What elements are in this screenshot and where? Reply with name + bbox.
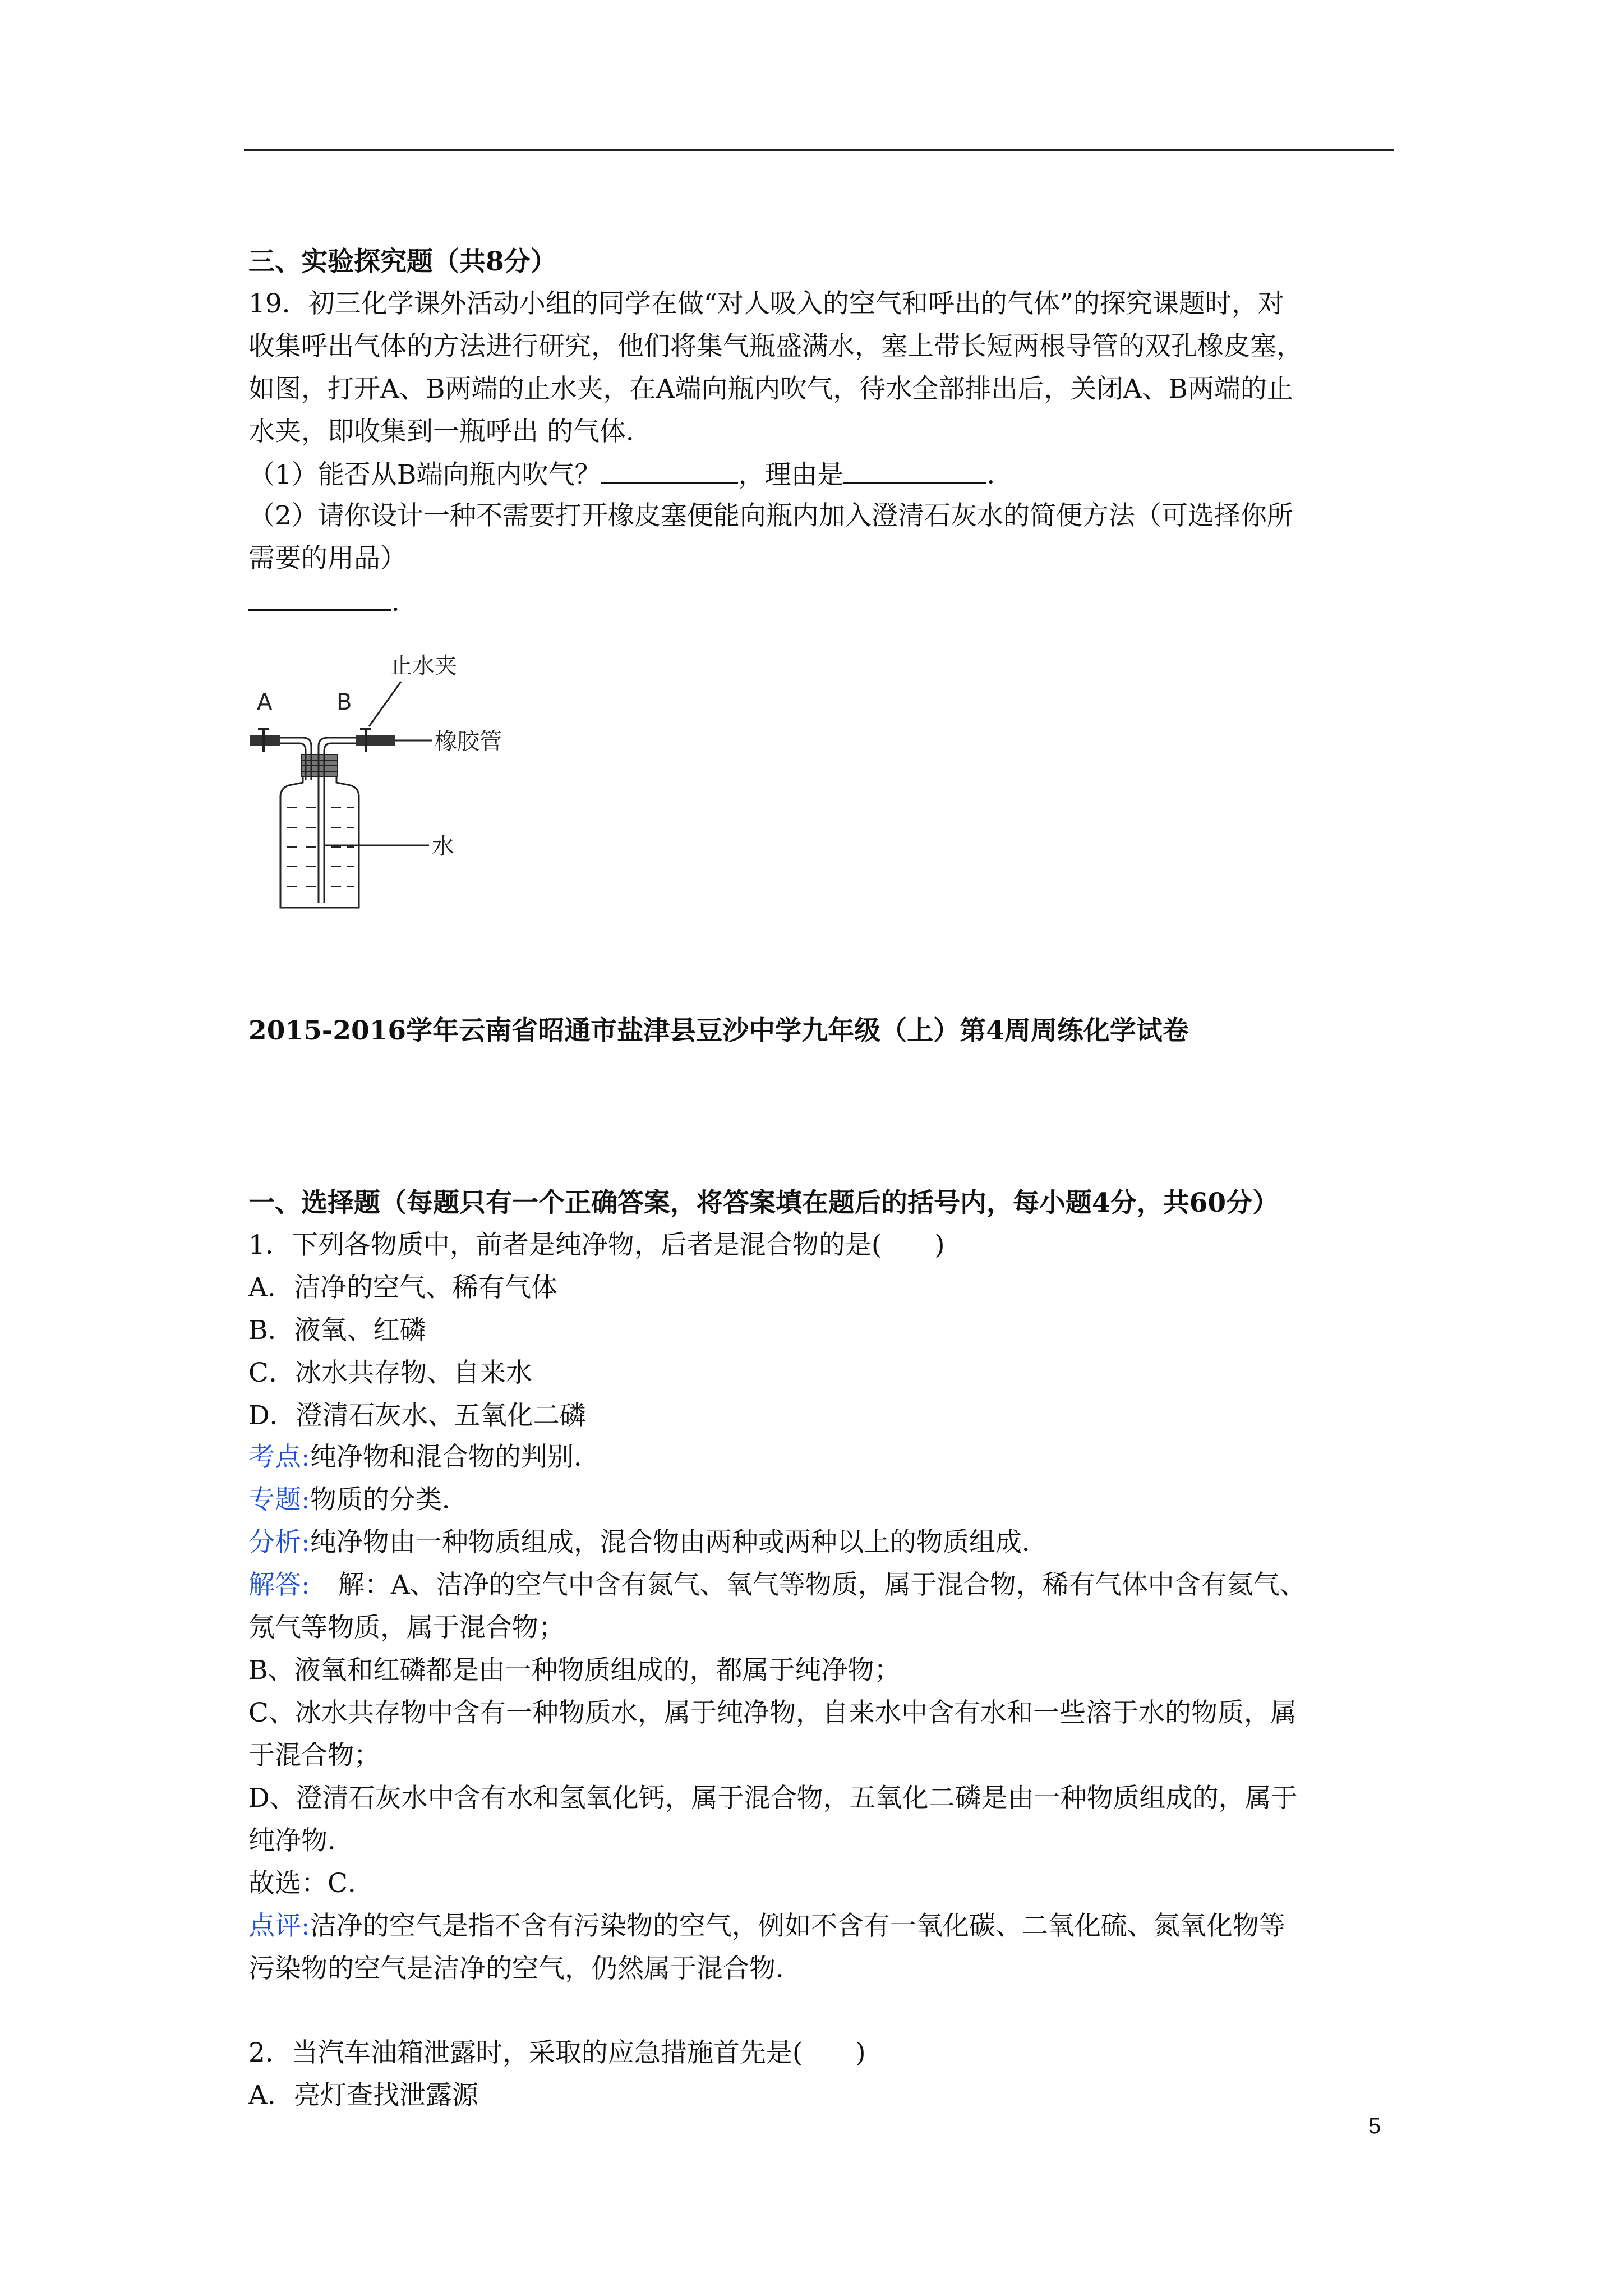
q19-line-4: 水夹，即收集到一瓶呼出 的气体． [248,416,652,447]
dianping-label: 点评: [248,1911,310,1941]
q1-jieda-line-4: C、冰水共存物中含有一种物质水，属于纯净物，自来水中含有水和一些溶于水的物质，属 [248,1697,1297,1728]
answer-blank-1[interactable] [601,457,738,484]
q1-jieda-line-3: B、液氧和红磷都是由一种物质组成的，都属于纯净物； [248,1655,901,1686]
figure-label-water: 水 [432,834,454,859]
figure-label-a: A [257,689,273,715]
gas-bottle-figure [241,639,555,920]
q1-fenxi: 分析:纯净物由一种物质组成，混合物由两种或两种以上的物质组成． [248,1527,1048,1558]
figure-label-clamp: 止水夹 [390,653,457,679]
answer-blank-2[interactable] [843,457,986,484]
q1-jieda-line-8: 故选：C． [248,1868,374,1899]
q19-sub2-answer [248,585,418,619]
fenxi-label: 分析: [248,1527,310,1558]
q19-line-1: 19．初三化学课外活动小组的同学在做“对人吸入的空气和呼出的气体”的探究课题时，对 [248,288,1284,319]
q1-jieda-line-1: 解答: 解：A、洁净的空气中含有氮气、氧气等物质，属于混合物，稀有气体中含有氦气、 [248,1570,1306,1600]
q19-sub2-line-2: 需要的用品） [248,543,407,574]
q2-stem: 2．当汽车油箱泄露时，采取的应急措施首先是( ) [248,2037,866,2068]
q19-sub2-line-1: （2）请你设计一种不需要打开橡皮塞便能向瓶内加入澄清石灰水的简便方法（可选择你所 [248,500,1293,531]
section-heading-experiment: 三、实验探究题（共8分） [248,246,557,277]
q1-jieda-line-2: 氖气等物质，属于混合物； [248,1612,565,1643]
figure-label-b: B [336,689,352,715]
q19-sub1-question: （1）能否从B端向瓶内吹气？ [248,459,601,490]
q1-jieda-line-7: 纯净物． [248,1825,354,1856]
q1-dianping-line-1: 点评:洁净的空气是指不含有污染物的空气，例如不含有一氧化碳、二氧化硫、氮氧化物等 [248,1911,1285,1941]
q1-option-a: A．洁净的空气、稀有气体 [248,1272,557,1303]
q1-jieda-line-6: D、澄清石灰水中含有水和氢氧化钙，属于混合物，五氧化二磷是由一种物质组成的，属于 [248,1783,1298,1814]
q19-line-3: 如图，打开A、B两端的止水夹，在A端向瓶内吹气，待水全部排出后，关闭A、B两端的止 [248,374,1293,404]
figure-label-tube: 橡胶管 [435,729,502,754]
header-rule [244,149,1394,151]
q1-stem: 1．下列各物质中，前者是纯净物，后者是混合物的是( ) [248,1230,945,1260]
answer-blank-3[interactable] [248,585,391,611]
zhuanti-label: 专题: [248,1484,310,1515]
q19-line-2: 收集呼出气体的方法进行研究，他们将集气瓶盛满水，塞上带长短两根导管的双孔橡皮塞， [248,331,1303,362]
q19-sub1 [248,457,1013,492]
q1-jieda-line-5: 于混合物； [248,1740,380,1771]
page-number: 5 [1368,2114,1381,2138]
q19-sub2-end: ． [391,587,418,618]
q1-option-d: D．澄清石灰水、五氧化二磷 [248,1400,586,1431]
q1-kaodian: 考点:纯净物和混合物的判别． [248,1442,600,1473]
kaodian-label: 考点: [248,1442,310,1473]
q19-sub1-end: ． [986,459,1013,490]
q1-option-b: B．液氧、红磷 [248,1315,426,1346]
jieda-label: 解答: [248,1570,310,1600]
q1-dianping-line-2: 污染物的空气是洁净的空气，仍然属于混合物． [248,1953,802,1984]
q1-option-c: C．冰水共存物、自来水 [248,1358,532,1388]
section-heading-choice: 一、选择题（每题只有一个正确答案，将答案填在题后的括号内，每小题4分，共60分） [248,1188,1279,1218]
q1-zhuanti: 专题:物质的分类． [248,1484,468,1515]
q19-sub1-reason: ，理由是 [738,459,844,490]
q2-option-a: A．亮灯查找泄露源 [248,2080,478,2111]
exam-title: 2015-2016学年云南省昭通市盐津县豆沙中学九年级（上）第4周周练化学试卷 [248,1015,1189,1046]
